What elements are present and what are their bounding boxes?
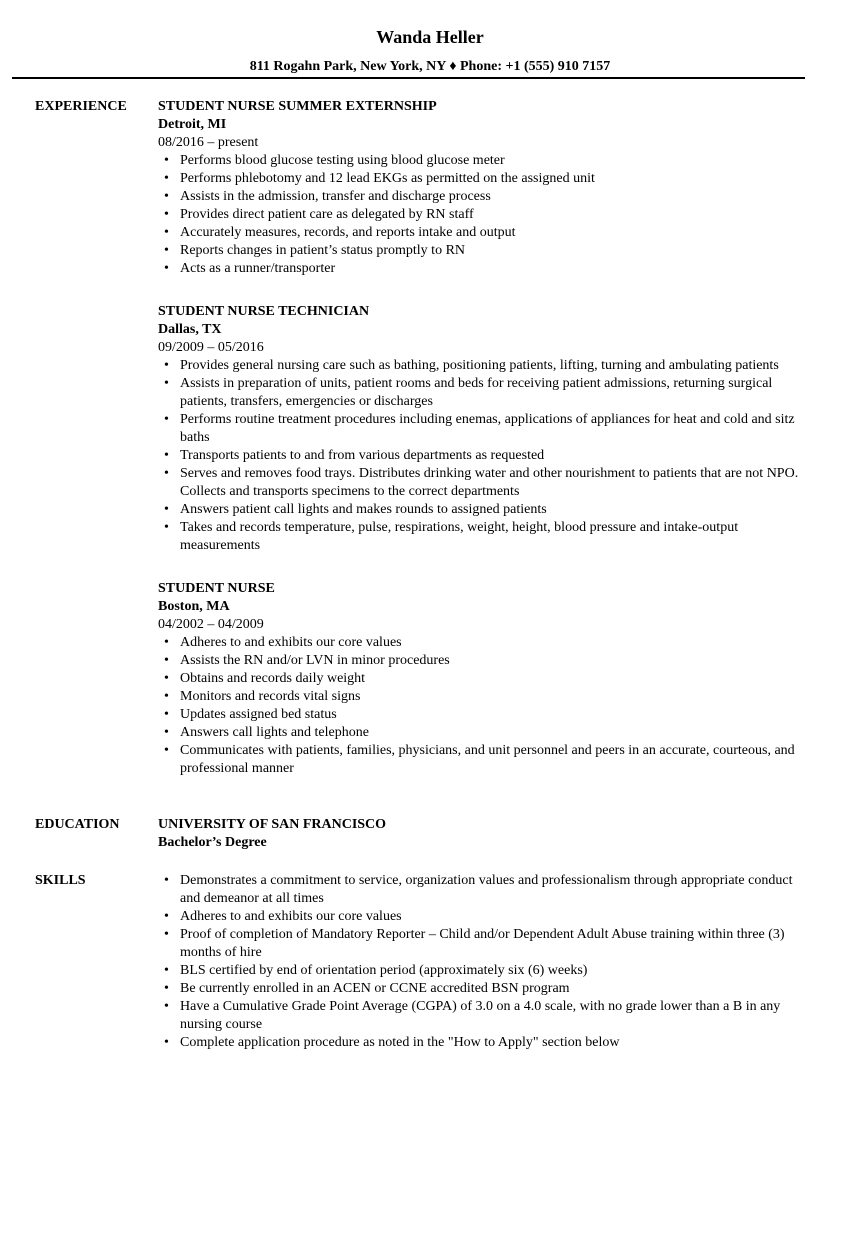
job-title: STUDENT NURSE	[158, 581, 275, 596]
skill-item: • Be currently enrolled in an ACEN or CCNE accredited BSN program	[158, 980, 810, 998]
bullet-item: • Communicates with patients, families, physicians, and unit personnel and peers in an accurate, courteous, and professional manner	[158, 742, 810, 778]
job-bullets	[158, 634, 825, 778]
job-bullets	[158, 357, 825, 555]
skill-item: • Proof of completion of Mandatory Reporter – Child and/or Dependent Adult Abuse training within three (3) months of hire	[158, 926, 810, 962]
bullet-item: • Answers patient call lights and makes rounds to assigned patients	[158, 501, 810, 519]
bullet-item: • Acts as a runner/transporter	[158, 260, 810, 278]
job-location: Detroit, MI	[158, 117, 227, 132]
section-label: SKILLS	[35, 873, 86, 888]
job-location: Boston, MA	[158, 599, 230, 614]
experience-section	[35, 98, 825, 803]
job-entry	[158, 580, 825, 778]
bullet-item: • Obtains and records daily weight	[158, 670, 810, 688]
skill-item: • Have a Cumulative Grade Point Average (CGPA) of 3.0 on a 4.0 scale, with no grade lower than a B in any nursing course	[158, 998, 810, 1034]
section-label: EXPERIENCE	[35, 99, 127, 114]
job-entry	[158, 303, 825, 555]
job-dates: 04/2002 – 04/2009	[158, 617, 264, 632]
candidate-name: Wanda Heller	[376, 27, 484, 47]
skill-item: • Complete application procedure as noted in the "How to Apply" section below	[158, 1034, 810, 1052]
bullet-item: • Transports patients to and from various departments as requested	[158, 447, 810, 465]
header-divider	[12, 77, 805, 79]
contact-line: 811 Rogahn Park, New York, NY ♦ Phone: +1 (555) 910 7157	[249, 59, 611, 74]
bullet-item: • Performs blood glucose testing using blood glucose meter	[158, 152, 810, 170]
skills-section	[35, 872, 825, 1052]
job-bullets	[158, 152, 825, 278]
bullet-item: • Performs routine treatment procedures including enemas, applications of appliances for heat and cold and sitz baths	[158, 411, 810, 447]
bullet-item: • Answers call lights and telephone	[158, 724, 810, 742]
job-entry	[158, 98, 825, 278]
bullet-item: • Monitors and records vital signs	[158, 688, 810, 706]
job-dates: 08/2016 – present	[158, 135, 259, 150]
bullet-item: • Takes and records temperature, pulse, respirations, weight, height, blood pressure and intake-output measurements	[158, 519, 810, 555]
job-title: STUDENT NURSE TECHNICIAN	[158, 304, 370, 319]
skill-item: • Adheres to and exhibits our core values	[158, 908, 810, 926]
bullet-item: • Provides direct patient care as delegated by RN staff	[158, 206, 810, 224]
bullet-item: • Adheres to and exhibits our core values	[158, 634, 810, 652]
jobs-list	[158, 98, 825, 778]
education-section	[35, 816, 825, 852]
bullet-item: • Serves and removes food trays. Distributes drinking water and other nourishment to patients that are not NPO. Collects and transports specimens to the correct departments	[158, 465, 810, 501]
school-name: UNIVERSITY OF SAN FRANCISCO	[158, 817, 387, 832]
bullet-item: • Reports changes in patient’s status promptly to RN	[158, 242, 810, 260]
bullet-item: • Performs phlebotomy and 12 lead EKGs as permitted on the assigned unit	[158, 170, 810, 188]
job-title: STUDENT NURSE SUMMER EXTERNSHIP	[158, 99, 437, 114]
bullet-item: • Assists in the admission, transfer and discharge process	[158, 188, 810, 206]
skills-list	[158, 872, 825, 1052]
job-location: Dallas, TX	[158, 322, 222, 337]
degree: Bachelor’s Degree	[158, 835, 267, 850]
bullet-item: • Assists the RN and/or LVN in minor procedures	[158, 652, 810, 670]
skill-item: • Demonstrates a commitment to service, organization values and professionalism through appropriate conduct and demeanor at all times	[158, 872, 810, 908]
job-dates: 09/2009 – 05/2016	[158, 340, 264, 355]
bullet-item: • Accurately measures, records, and reports intake and output	[158, 224, 810, 242]
section-label: EDUCATION	[35, 817, 120, 832]
bullet-item: • Updates assigned bed status	[158, 706, 810, 724]
bullet-item: • Provides general nursing care such as bathing, positioning patients, lifting, turning and ambulating patients	[158, 357, 810, 375]
bullet-item: • Assists in preparation of units, patient rooms and beds for receiving patient admissions, returning surgical patients, transfers, emergencies or discharges	[158, 375, 810, 411]
skill-item: • BLS certified by end of orientation period (approximately six (6) weeks)	[158, 962, 810, 980]
